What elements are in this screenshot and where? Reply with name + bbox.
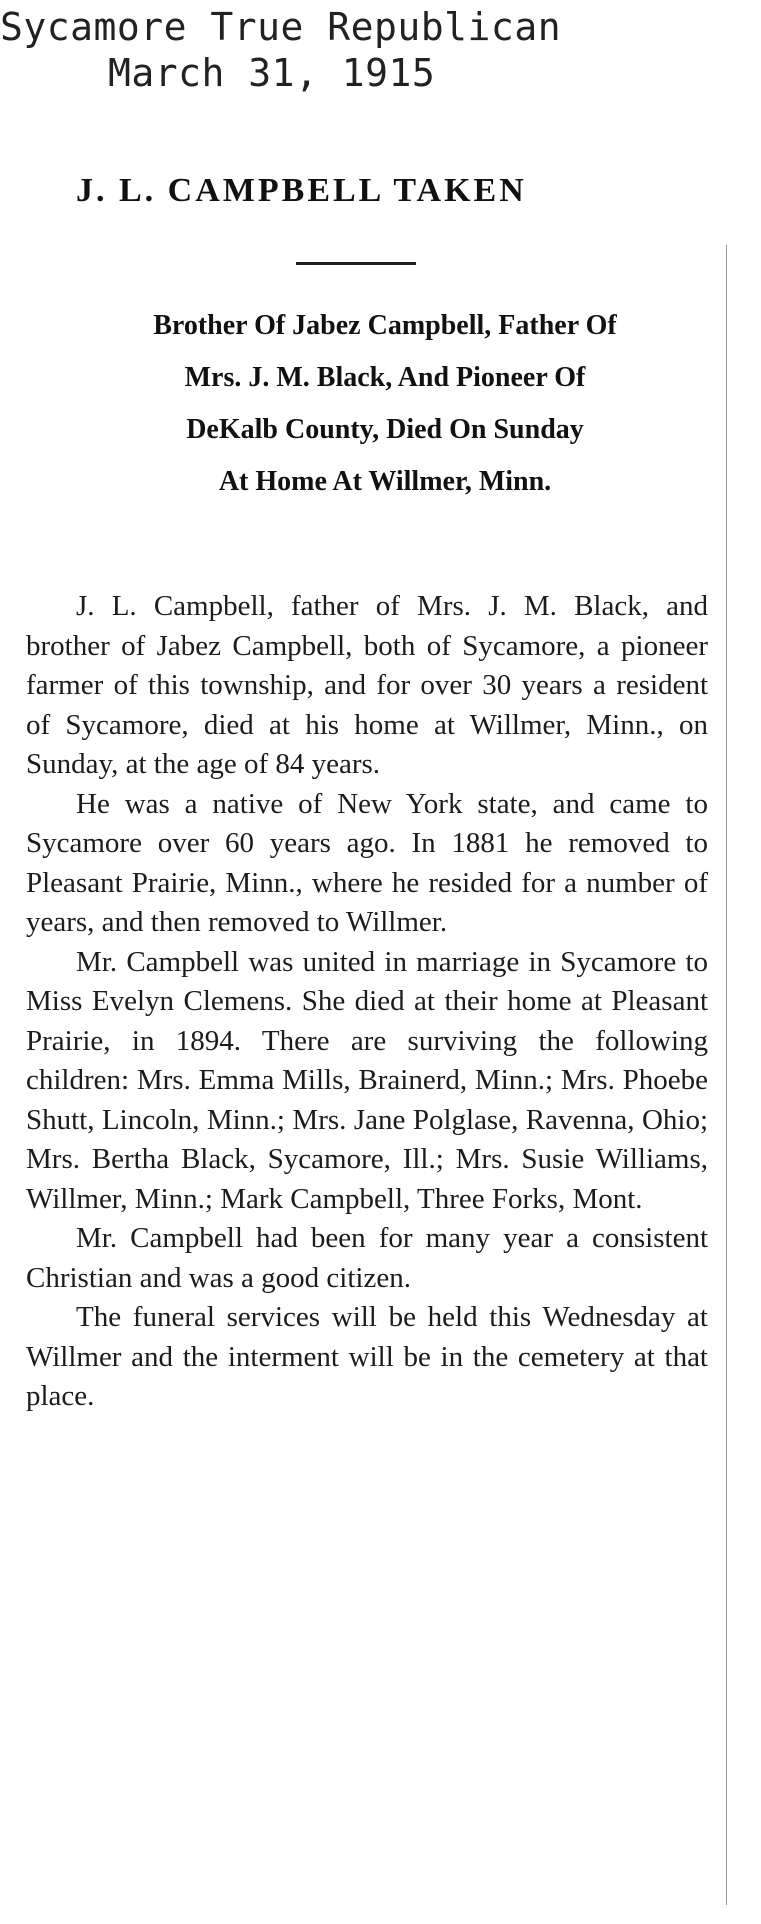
- body-paragraph: J. L. Campbell, father of Mrs. J. M. Black, and brother of Jabez Campbell, both of Sycamore, a pioneer farmer of this township, and for over 30 years a resident of Sycamore, died at his home at Willmer, Minn., on Sunday, at the age of 84 years.: [26, 590, 708, 780]
- article-body: [26, 587, 708, 1417]
- subhead-line: DeKalb County, Died On Sunday: [186, 414, 584, 445]
- body-paragraph: Mr. Campbell had been for many year a consistent Christian and was a good citizen.: [26, 1222, 708, 1294]
- headline-divider: [296, 262, 416, 265]
- column-rule: [726, 245, 727, 1905]
- subhead-line: At Home At Willmer, Minn.: [218, 466, 552, 497]
- subhead-line: Brother Of Jabez Campbell, Father Of: [153, 310, 617, 341]
- typed-header: [0, 4, 761, 96]
- body-paragraph: The funeral services will be held this Wednesday at Willmer and the interment will be in the cemetery at that place.: [26, 1301, 708, 1412]
- publication-name: Sycamore True Republican: [0, 5, 562, 49]
- body-paragraph: Mr. Campbell was united in marriage in Sycamore to Miss Evelyn Clemens. She died at their home at Pleasant Prairie, in 1894. There are surviving the following children: Mrs. Emma Mills, Brainerd, Minn.; Mrs. Phoebe Shutt, Lincoln, Minn.; Mrs. Jane Polglase, Ravenna, Ohio; Mrs. Bertha Black, Sycamore, Ill.; Mrs. Susie Williams, Willmer, Minn.; Mark Campbell, Three Forks, Mont.: [26, 945, 708, 1215]
- body-paragraph: He was a native of New York state, and came to Sycamore over 60 years ago. In 1881 he removed to Pleasant Prairie, Minn., where he resided for a number of years, and then removed to Willmer.: [26, 787, 708, 938]
- publication-date: March 31, 1915: [108, 51, 436, 95]
- article-headline: J. L. CAMPBELL TAKEN: [76, 172, 527, 209]
- article-subhead: [40, 300, 730, 508]
- subhead-line: Mrs. J. M. Black, And Pioneer Of: [184, 362, 586, 393]
